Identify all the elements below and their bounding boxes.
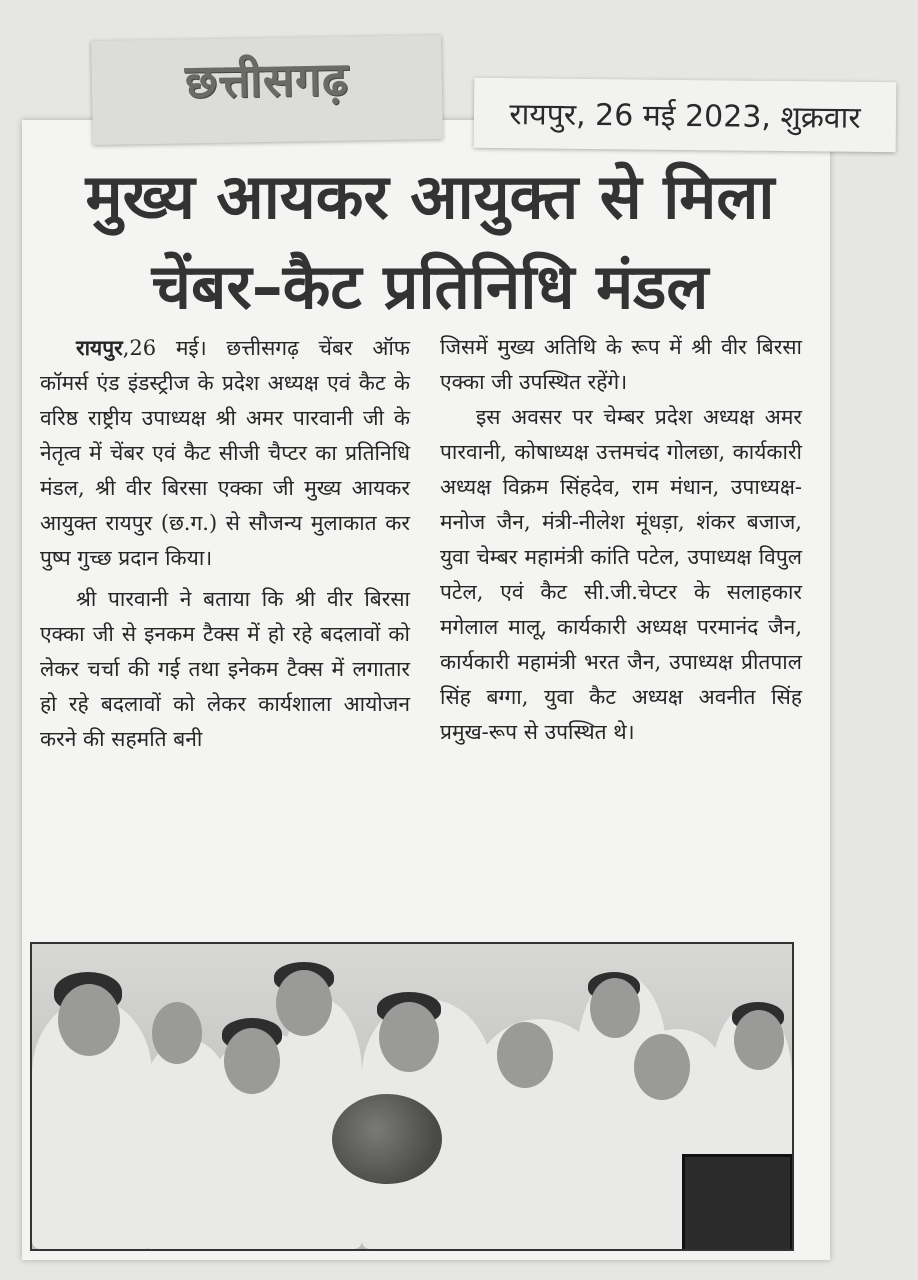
photo-person-face	[58, 984, 120, 1056]
paragraph-1-text: ,26 मई। छत्तीसगढ़ चेंबर ऑफ कॉमर्स एंड इंडस्ट्रीज के प्रदेश अध्यक्ष एवं कैट के वरिष्ठ राष्ट्रीय उपाध्यक्ष श्री अमर पारवानी जी के नेतृत्व में चेंबर एवं कैट सीजी चैप्टर का प्रतिनिधि मंडल, श्री वीर बिरसा एक्का जी मुख्य आयकर आयुक्त रायपुर (छ.ग.) से सौजन्य मुलाकात कर पुष्प गुच्छ प्रदान किया।	[40, 336, 410, 570]
photo-person-face	[497, 1022, 553, 1088]
photo-person-face	[590, 978, 640, 1038]
headline-line-2: चेंबर–कैट प्रतिनिधि मंडल	[151, 250, 709, 323]
article-headline	[40, 152, 820, 332]
masthead-clipping	[91, 35, 443, 145]
article-column-left	[40, 330, 410, 757]
paragraph-3: जिसमें मुख्य अतिथि के रूप में श्री वीर बिरसा एक्का जी उपस्थित रहेंगे।	[440, 335, 802, 394]
masthead-title: छत्तीसगढ़	[184, 51, 350, 109]
photo-person-face	[152, 1002, 202, 1064]
photo-person-face	[734, 1010, 784, 1070]
photo-frame	[682, 1154, 793, 1251]
dateline: रायपुर, 26 मई 2023, शुक्रवार	[509, 97, 861, 136]
lead-place: रायपुर	[76, 335, 123, 360]
paragraph-1	[40, 330, 410, 576]
paragraph-4: इस अवसर पर चेम्बर प्रदेश अध्यक्ष अमर पारवानी, कोषाध्यक्ष उत्तमचंद गोलछा, कार्यकारी अध्यक्ष विक्रम सिंहदेव, राम मंधान, उपाध्यक्ष-मनोज जैन, मंत्री-नीलेश मूंधड़ा, शंकर बजाज, युवा चेम्बर महामंत्री कांति पटेल, उपाध्यक्ष विपुल पटेल, एवं कैट सी.जी.चेप्टर के सलाहकार मगेलाल मालू, कार्यकारी अध्यक्ष परमानंद जैन, कार्यकारी महामंत्री भरत जैन, उपाध्यक्ष प्रीतपाल सिंह बग्गा, युवा कैट अध्यक्ष अवनीत सिंह प्रमुख-रूप से उपस्थित थे।	[440, 405, 802, 744]
dateline-clipping	[474, 78, 897, 152]
article-column-right	[440, 330, 802, 750]
photo-person-face	[379, 1002, 439, 1072]
photo-person-face	[634, 1034, 690, 1100]
flower-bouquet	[332, 1094, 442, 1184]
paragraph-2: श्री पारवानी ने बताया कि श्री वीर बिरसा एक्का जी से इनकम टैक्स में हो रहे बदलावों को लेकर चर्चा की गई तथा इनेकम टैक्स में लगातार हो रहे बदलावों को लेकर कार्यशाला आयोजन करने की सहमति बनी	[40, 587, 410, 751]
article-photo	[30, 942, 794, 1251]
headline-line-1: मुख्य आयकर आयुक्त से मिला	[85, 160, 775, 233]
photo-person-face	[276, 970, 332, 1036]
photo-person-face	[224, 1028, 280, 1094]
